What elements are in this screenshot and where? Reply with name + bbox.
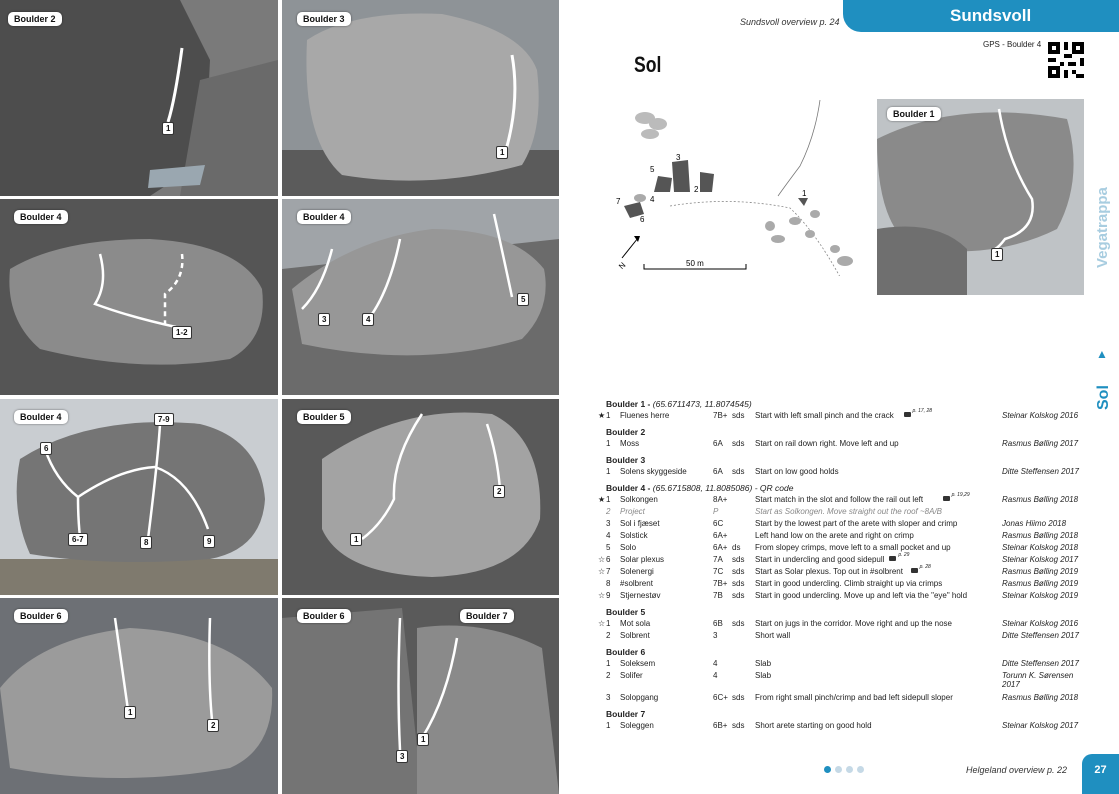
route-start: sds [732,567,745,576]
route-number: 2 [606,631,611,640]
boulder-title: Boulder 3 [606,455,646,465]
photo-label: Boulder 3 [297,12,351,26]
photo-boulder-1 [877,99,1084,295]
boulder-heading [598,646,1093,659]
map-number: 6 [640,215,645,224]
camera-icon [889,556,896,561]
route-first-ascent: Steinar Kolskog 2016 [1002,619,1079,628]
route-number: 1 [991,248,1003,261]
route-star: ☆ [598,555,606,564]
photo-label: Boulder 4 [14,410,68,424]
route-description: Slab [755,671,772,680]
map-rock [810,210,820,218]
route-description: Start on rail down right. Move left and up [755,439,899,448]
qr-code-icon[interactable] [1048,42,1084,78]
photo-boulder-4b [282,199,559,395]
map-boulder [654,176,672,192]
route-number: 1 [606,659,611,668]
route-name: Solenergi [620,567,654,576]
route-name: Fluenes herre [620,411,670,420]
side-tab-sol[interactable]: Sol [1095,385,1112,410]
route-number: 1 [124,706,136,719]
route-start: sds [732,591,745,600]
route-row [598,492,1093,507]
route-number: 7-9 [154,413,174,426]
route-grade: 6A+ [713,543,728,552]
route-number: 6 [606,555,611,564]
route-name: Soleggen [620,721,654,730]
area-title: Sol [634,52,662,77]
route-description: Start in good undercling. Move up and left via the "eye" hold [755,591,968,600]
route-description: Start by the lowest part of the arete with sloper and crimp [755,519,958,528]
photo-boulder-4a [0,199,278,395]
photo-reference[interactable]: p. 28 [919,564,931,570]
route-name: Moss [620,439,640,448]
route-first-ascent: Torunn K. Sørensen 2017 [1002,671,1074,689]
route-description: Start as Solkongen. Move straight out the roof ~8A/B [755,507,942,516]
page-dot [824,766,831,773]
route-row [598,659,1093,671]
route-row [598,543,1093,555]
route-number: 1 [162,122,174,135]
route-name: Solo [620,543,637,552]
scale-label: 50 m [686,259,704,268]
photo-reference[interactable]: p. 19,29 [951,492,970,498]
map-boulder [700,172,714,192]
route-grade: 7B+ [713,579,728,588]
route-number: 8 [140,536,152,549]
route-number: 1 [350,533,362,546]
boulder-title: Boulder 4 - [606,483,653,493]
photo-label: Boulder 4 [14,210,68,224]
route-grade: 6C+ [713,693,728,702]
route-description: Start with left small pinch and the crack [755,411,894,420]
route-number: 3 [318,313,330,326]
route-name: Sol i fjæset [620,519,660,528]
route-grade: 6A+ [713,531,728,540]
photo-label: Boulder 1 [887,107,941,121]
route-row [598,507,1093,519]
route-first-ascent: Steinar Kolskog 2019 [1002,591,1079,600]
map-number: 3 [676,153,681,162]
route-star: ★ [598,495,606,504]
route-row [598,439,1093,451]
region-title: Sundsvoll [950,6,1032,25]
route-number: 5 [606,543,611,552]
photo-reference[interactable]: p. 17, 28 [912,408,933,414]
camera-icon [943,496,950,501]
route-number: 6 [40,442,52,455]
photo-label: Boulder 4 [297,210,351,224]
route-number: 3 [396,750,408,763]
route-name: Solar plexus [620,555,665,564]
route-star: ★ [598,411,606,420]
route-description: From slopey crimps, move left to a small pocket and up [755,543,951,552]
north-label: N [617,260,628,272]
page-number: 27 [1082,754,1119,794]
route-number: 2 [606,671,611,680]
route-grade: 8A+ [713,495,728,504]
photo-boulder-3 [282,0,559,196]
route-description: Start in undercling and good sidepull [755,555,885,564]
route-grade: 7B [713,591,723,600]
route-row [598,408,1093,423]
route-name: Project [620,507,645,516]
boulder-2-drawing [0,0,278,196]
map-number: 1 [802,189,807,198]
route-row [598,519,1093,531]
photo-reference[interactable]: p. 29 [898,552,910,558]
route-first-ascent: Rasmus Bølling 2019 [1002,579,1079,588]
boulder-coordinates: (65.6715808, 11.8085086) - QR code [652,483,794,493]
route-number: 1 [606,411,611,420]
map-rock [789,217,801,225]
map-rock [805,230,815,238]
photo-label: Boulder 2 [8,12,62,26]
route-grade: 6C [713,519,724,528]
map-rock [765,221,775,231]
boulder-coordinates: (65.6711473, 11.8074545) [652,399,752,409]
route-star: ☆ [598,619,606,628]
route-grade: 7B+ [713,411,728,420]
route-name: Solbrent [620,631,650,640]
route-description: Left hand low on the arete and right on crimp [755,531,914,540]
route-grade: 6A [713,467,723,476]
boulder-title: Boulder 7 [606,709,646,719]
route-grade: 7A [713,555,723,564]
route-name: Solkongen [620,495,658,504]
photo-label: Boulder 6 [14,609,68,623]
route-name: Solifer [620,671,643,680]
route-row [598,619,1093,631]
map-number: 7 [616,197,621,206]
route-start: sds [732,721,745,730]
route-star: ☆ [598,591,606,600]
route-name: Solopgang [620,693,659,702]
route-row [598,531,1093,543]
map-rock [641,129,659,139]
route-description: Start match in the slot and follow the rail out left [755,495,924,504]
route-number: 1 [606,467,611,476]
route-number: 8 [606,579,611,588]
route-start: sds [732,467,745,476]
photo-boulder-6a [0,598,278,794]
route-first-ascent: Ditte Steffensen 2017 [1002,467,1079,476]
route-start: sds [732,693,745,702]
route-name: Solstick [620,531,648,540]
boulder-6a-drawing [0,598,278,794]
route-first-ascent: Ditte Steffensen 2017 [1002,631,1079,640]
route-number: 1 [417,733,429,746]
map-number: 4 [650,195,655,204]
route-number: 2 [207,719,219,732]
boulder-title: Boulder 1 - [606,399,653,409]
camera-icon [904,412,911,417]
boulder-heading [598,454,1093,467]
route-first-ascent: Rasmus Bølling 2017 [1002,439,1079,448]
map-number: 5 [650,165,655,174]
route-first-ascent: Rasmus Bølling 2018 [1002,531,1079,540]
boulder-title: Boulder 5 [606,607,646,617]
map-number: 2 [694,185,699,194]
map-boulder [672,160,690,192]
route-description: Start in good undercling. Climb straight up via crimps [755,579,943,588]
route-grade: 6A [713,439,723,448]
route-number: 4 [362,313,374,326]
photo-label: Boulder 7 [460,609,514,623]
route-first-ascent: Rasmus Bølling 2018 [1002,693,1079,702]
route-first-ascent: Rasmus Bølling 2018 [1002,495,1079,504]
helgeland-overview-link[interactable]: Helgeland overview p. 22 [966,765,1068,775]
gps-label: GPS - Boulder 4 [983,40,1042,49]
route-description: Start on low good holds [755,467,839,476]
overview-link[interactable]: Sundsvoll overview p. 24 [740,17,840,27]
route-row [598,631,1093,643]
route-description: Start on jugs in the corridor. Move right and up the nose [755,619,953,628]
page-dot [857,766,864,773]
route-start: sds [732,579,745,588]
route-start: sds [732,411,745,420]
route-row [598,671,1093,693]
boulder-5-drawing [282,399,559,595]
route-description: Short arete starting on good hold [755,721,872,730]
route-name: Stjernestøv [620,591,661,600]
map-rock [830,245,840,253]
map-rock [634,194,646,202]
route-grade: 6B+ [713,721,728,730]
camera-icon [911,568,918,573]
route-first-ascent: Rasmus Bølling 2019 [1002,567,1079,576]
route-start: ds [732,543,741,552]
route-grade: 3 [713,631,718,640]
map-rock [649,118,667,130]
boulder-heading [598,482,1093,495]
triangle-up-icon: ▲ [1096,347,1108,361]
route-row [598,467,1093,479]
route-row [598,579,1093,591]
route-name: Solens skyggeside [620,467,687,476]
route-number: 1 [606,495,611,504]
route-number: 2 [606,507,611,516]
route-grade: 7C [713,567,724,576]
route-name: Soleksem [620,659,656,668]
route-grade: P [713,507,719,516]
page-dot [846,766,853,773]
photo-boulder-4c [0,399,278,595]
route-row [598,693,1093,705]
map-rock [771,235,785,243]
topo-table [598,395,1093,733]
route-name: #solbrent [620,579,653,588]
area-map [610,96,860,276]
photo-label: Boulder 5 [297,410,351,424]
boulder-6b-7-drawing [282,598,559,794]
route-description: From right small pinch/crimp and bad left sidepull sloper [755,693,953,702]
route-name: Mot sola [620,619,651,628]
route-number: 1-2 [172,326,192,339]
page-dot [835,766,842,773]
route-star: ☆ [598,567,606,576]
route-first-ascent: Ditte Steffensen 2017 [1002,659,1079,668]
route-number: 2 [493,485,505,498]
route-row [598,552,1093,567]
map-boulder [798,198,808,206]
route-description: Short wall [755,631,791,640]
photo-boulder-2 [0,0,278,196]
route-number: 4 [606,531,611,540]
route-first-ascent: Steinar Kolskog 2017 [1002,721,1079,730]
north-arrow-icon [622,238,638,258]
route-number: 3 [606,693,611,702]
route-number: 9 [606,591,611,600]
route-description: Slab [755,659,772,668]
route-number: 1 [606,721,611,730]
route-number: 6-7 [68,533,88,546]
route-number: 1 [606,439,611,448]
boulder-3-drawing [282,0,559,196]
photo-label: Boulder 6 [297,609,351,623]
route-grade: 6B [713,619,723,628]
route-grade: 4 [713,659,718,668]
boulder-heading [598,426,1093,439]
route-number: 7 [606,567,611,576]
route-start: sds [732,555,745,564]
route-number: 5 [517,293,529,306]
route-row [598,591,1093,603]
boulder-title: Boulder 6 [606,647,646,657]
route-first-ascent: Steinar Kolskog 2016 [1002,411,1079,420]
boulder-heading [598,708,1093,721]
route-number: 3 [606,519,611,528]
map-path [778,100,820,196]
route-number: 1 [496,146,508,159]
route-row [598,721,1093,733]
photo-boulder-5 [282,399,559,595]
route-grade: 4 [713,671,718,680]
boulder-4a-drawing [0,199,278,395]
boulder-heading [598,398,1093,411]
boulder-1-drawing [877,99,1084,295]
route-first-ascent: Steinar Kolskog 2017 [1002,555,1079,564]
route-row [598,564,1093,579]
route-number: 9 [203,535,215,548]
side-tab-vegatrappa[interactable]: Vegatrappa [1094,187,1111,268]
boulder-4c-drawing [0,399,278,595]
boulder-heading [598,606,1093,619]
boulder-title: Boulder 2 [606,427,646,437]
route-first-ascent: Steinar Kolskog 2018 [1002,543,1079,552]
route-number: 1 [606,619,611,628]
route-start: sds [732,619,745,628]
route-first-ascent: Jonas Hiimo 2018 [1002,519,1067,528]
photo-boulder-6b-7 [282,598,559,794]
map-rock [837,256,853,266]
route-description: Start as Solar plexus. Top out in #solbrent [755,567,903,576]
route-start: sds [732,439,745,448]
